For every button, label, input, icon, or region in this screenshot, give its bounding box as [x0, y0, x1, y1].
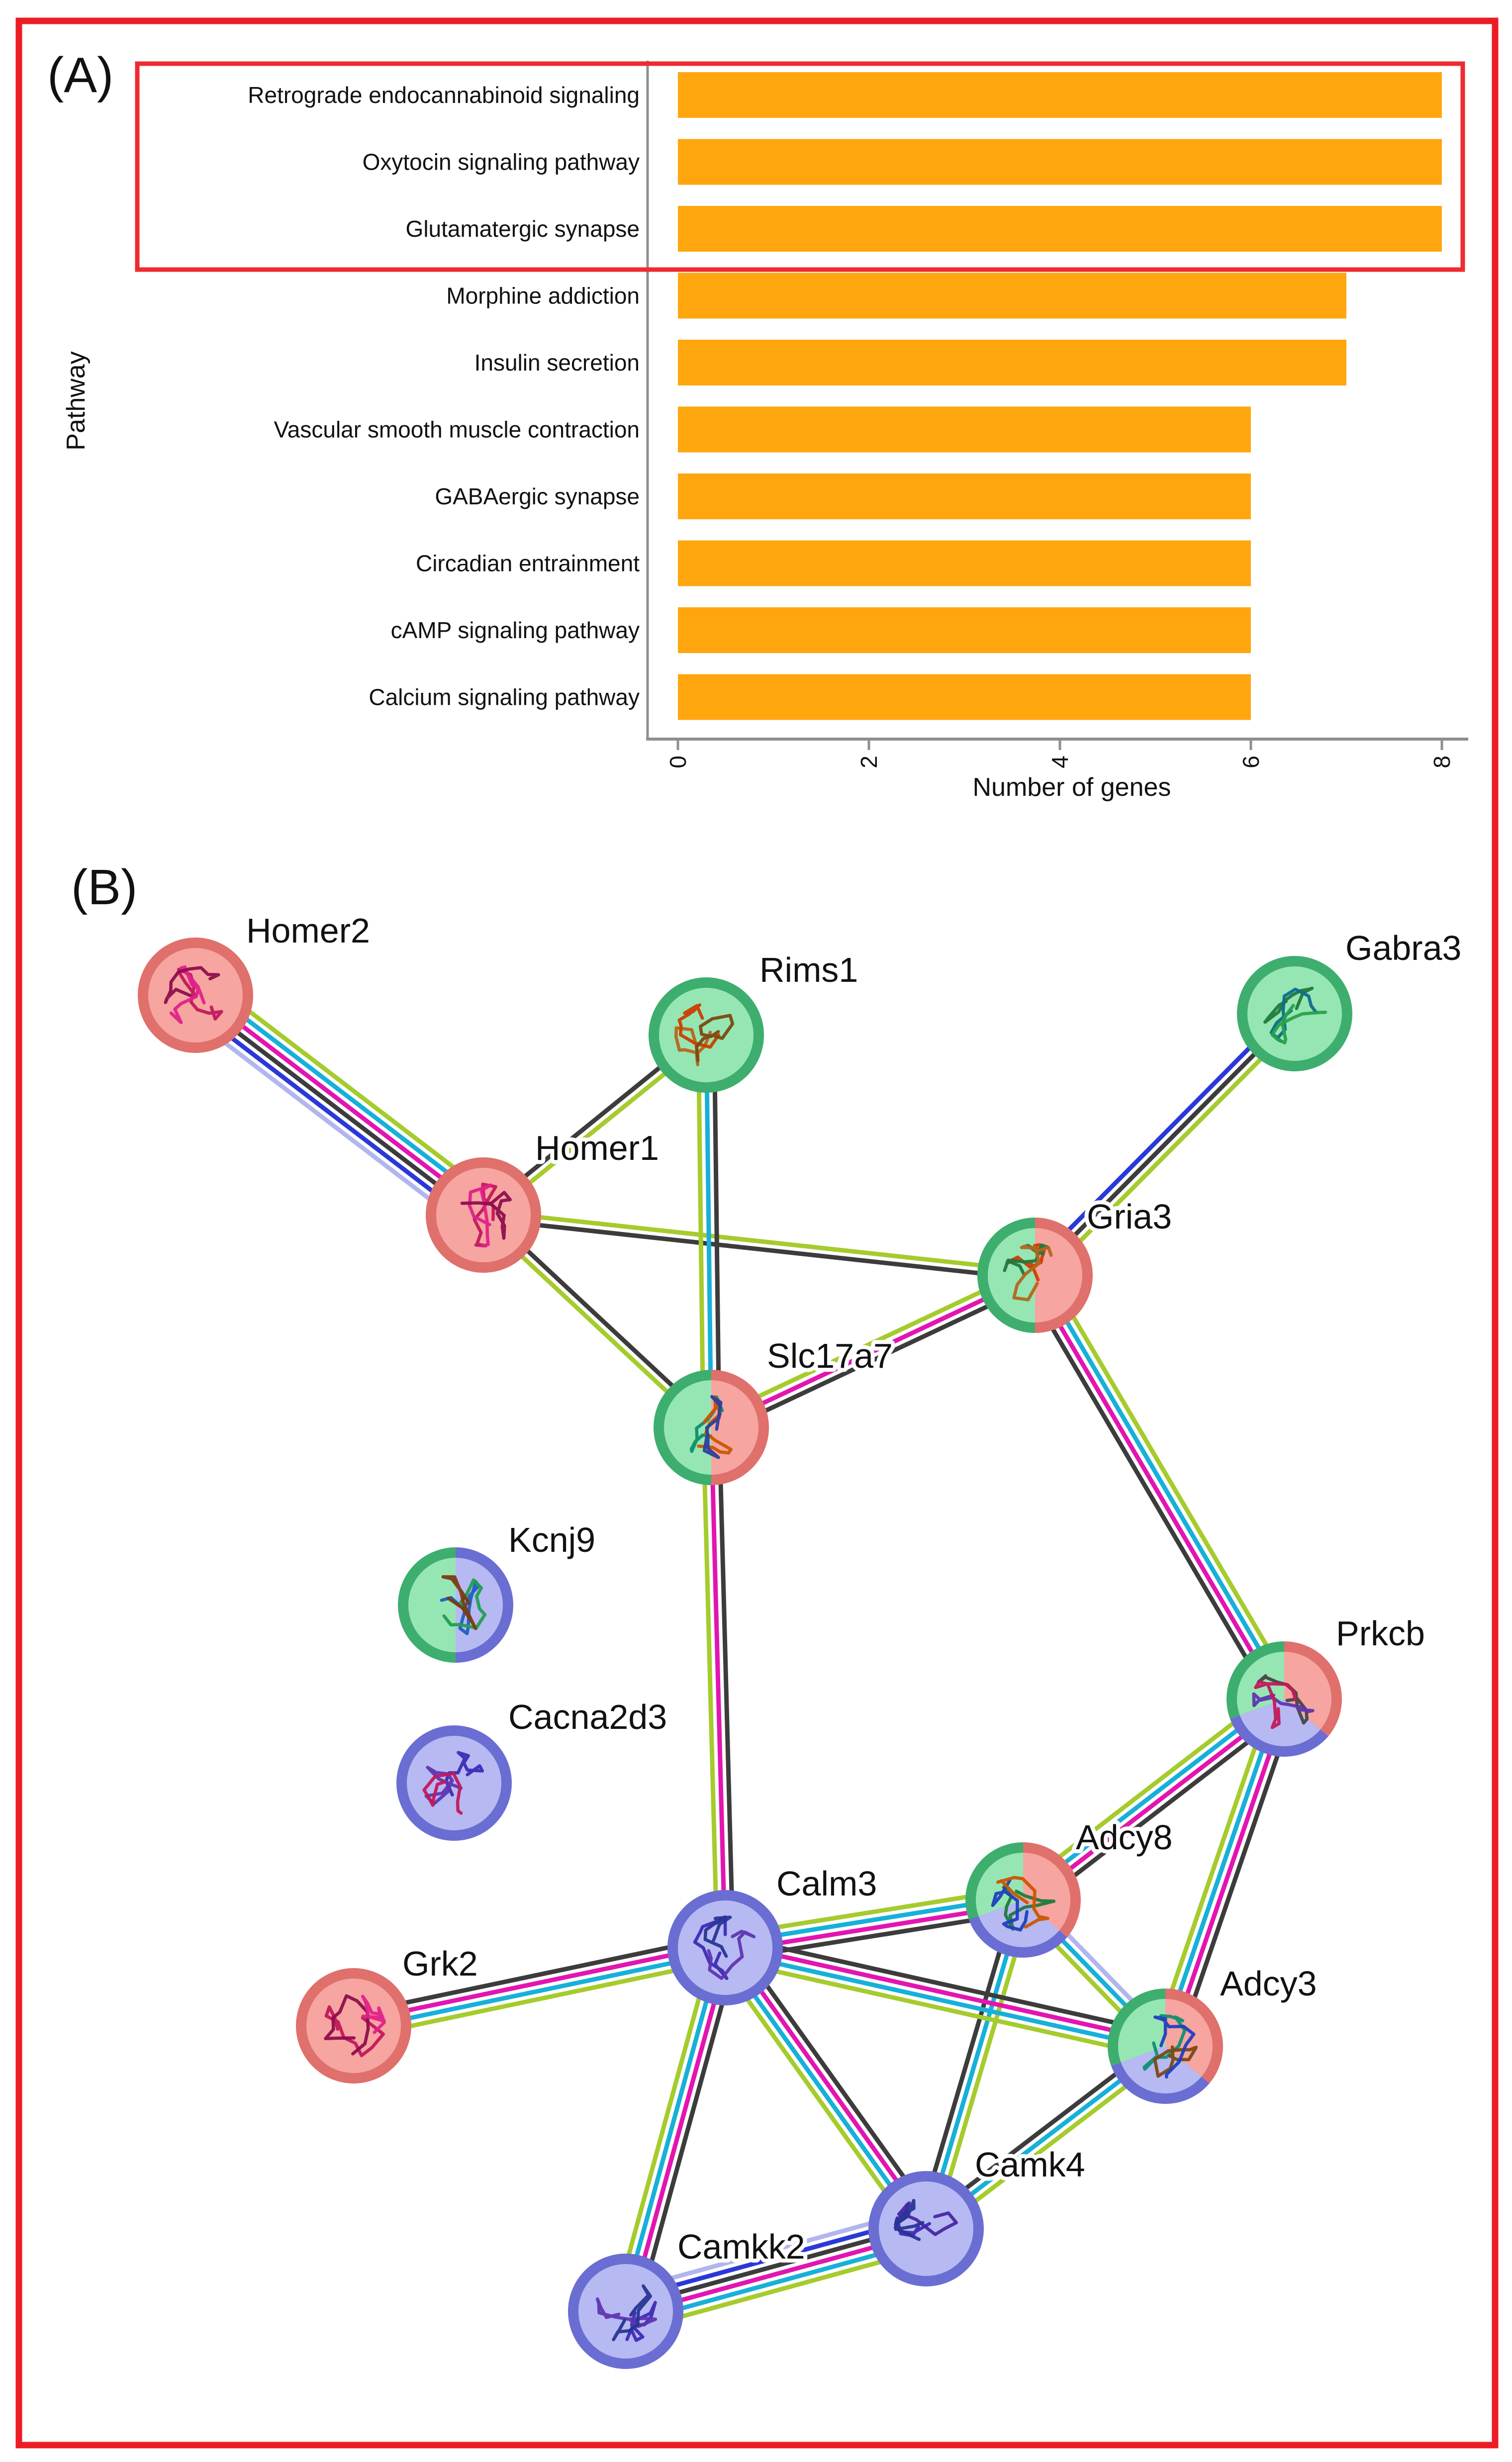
- label-Slc17a7: Slc17a7: [767, 1336, 893, 1375]
- label-Homer1: Homer1: [535, 1129, 659, 1167]
- category-label: Oxytocin signaling pathway: [362, 149, 640, 175]
- category-label: Vascular smooth muscle contraction: [274, 416, 640, 443]
- edge-Homer1-Gria3-lime: [484, 1211, 1036, 1271]
- category-label: Glutamatergic synapse: [405, 216, 640, 242]
- category-label: cAMP signaling pathway: [390, 617, 640, 643]
- edge-Gria3-Prkcb-lime: [1045, 1269, 1295, 1693]
- x-tick-label: 0: [665, 756, 691, 768]
- label-Camkk2: Camkk2: [677, 2227, 805, 2266]
- category-labels: [248, 82, 640, 710]
- edge-Gria3-Prkcb-cyan: [1039, 1273, 1288, 1697]
- node-Cacna2d3: [396, 1725, 512, 1841]
- panel-a-letter: (A): [47, 47, 114, 103]
- node-Homer2: [138, 938, 253, 1053]
- category-label: Morphine addiction: [446, 283, 640, 309]
- x-tick-label: 8: [1429, 756, 1455, 768]
- label-Adcy3: Adcy3: [1220, 1964, 1317, 2003]
- node-Rims1: [649, 977, 764, 1093]
- edge-Homer2-Homer1-peri: [184, 1011, 472, 1231]
- node-Adcy8: [965, 1842, 1081, 1958]
- bar-calcium-signaling-pathway: [678, 674, 1251, 720]
- edge-Rims1-Slc17a7-black: [714, 1035, 719, 1427]
- bar-chart-panel: [47, 47, 1468, 802]
- category-label: Calcium signaling pathway: [369, 684, 640, 710]
- node-Prkcb: [1227, 1641, 1342, 1757]
- node-Gria3: [977, 1218, 1093, 1333]
- category-label: Retrograde endocannabinoid signaling: [248, 82, 640, 108]
- label-Prkcb: Prkcb: [1336, 1614, 1425, 1653]
- y-axis-title: Pathway: [62, 351, 91, 451]
- panel-b-letter: (B): [71, 859, 138, 915]
- bar-camp-signaling-pathway: [678, 607, 1251, 653]
- node-Kcnj9: [398, 1547, 513, 1663]
- x-tick-label: 6: [1238, 756, 1264, 768]
- category-label: Insulin secretion: [474, 350, 640, 376]
- node-Calm3: [667, 1890, 783, 2005]
- x-tick-label: 2: [856, 756, 882, 768]
- label-Gabra3: Gabra3: [1345, 929, 1462, 967]
- category-label: Circadian entrainment: [415, 550, 640, 576]
- label-Cacna2d3: Cacna2d3: [508, 1698, 667, 1736]
- node-Homer1: [426, 1157, 541, 1273]
- edge-Gria3-Prkcb-black: [1025, 1281, 1274, 1705]
- node-Camkk2: [568, 2254, 683, 2369]
- network-edges: [184, 979, 1301, 2330]
- label-Calm3: Calm3: [776, 1864, 877, 1903]
- bar-vascular-smooth-muscle-contraction: [678, 407, 1251, 453]
- bar-insulin-secretion: [678, 340, 1346, 385]
- bar-retrograde-endocannabinoid-signaling: [678, 72, 1442, 118]
- node-Camk4: [868, 2171, 984, 2286]
- node-Adcy3: [1108, 1989, 1223, 2104]
- bar-series: [678, 72, 1442, 720]
- node-Grk2: [296, 1968, 411, 2083]
- node-Gabra3: [1237, 956, 1352, 1071]
- label-Kcnj9: Kcnj9: [508, 1520, 596, 1559]
- label-Rims1: Rims1: [759, 950, 858, 989]
- label-Gria3: Gria3: [1087, 1197, 1172, 1236]
- label-Grk2: Grk2: [402, 1944, 478, 1983]
- x-axis-ticks: [665, 739, 1455, 768]
- edge-Rims1-Slc17a7-cyan: [706, 1035, 711, 1427]
- bar-gabaergic-synapse: [678, 473, 1251, 519]
- bar-circadian-entrainment: [678, 541, 1251, 586]
- x-axis-title: Number of genes: [972, 773, 1171, 802]
- label-Camk4: Camk4: [975, 2145, 1085, 2184]
- label-Homer2: Homer2: [246, 911, 370, 950]
- edge-Gria3-Prkcb-magenta: [1032, 1277, 1281, 1701]
- node-Slc17a7: [654, 1370, 769, 1485]
- category-label: GABAergic synapse: [435, 483, 640, 509]
- edge-Homer1-Gria3-black: [483, 1219, 1035, 1279]
- x-tick-label: 4: [1047, 756, 1073, 768]
- network-panel: [71, 859, 1461, 2369]
- bar-glutamatergic-synapse: [678, 206, 1442, 252]
- edge-Homer2-Homer1-lime: [207, 979, 495, 1199]
- bar-morphine-addiction: [678, 273, 1346, 319]
- label-Adcy8: Adcy8: [1076, 1818, 1173, 1857]
- edge-Rims1-Slc17a7-lime: [698, 1035, 703, 1427]
- bar-oxytocin-signaling-pathway: [678, 139, 1442, 185]
